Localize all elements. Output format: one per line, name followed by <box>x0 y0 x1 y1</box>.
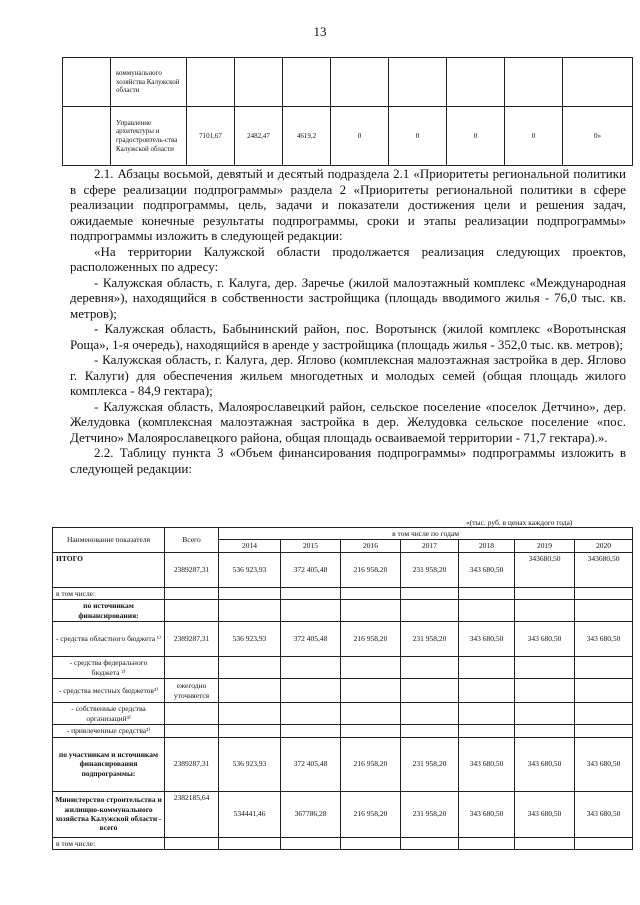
table-cell <box>281 600 341 622</box>
table-row <box>53 737 633 791</box>
row-label: в том числе: <box>53 837 165 849</box>
row-label: - средства областного бюджета ¹⁾ <box>53 622 165 657</box>
row-label: Министерство строительства и жилищно-коммунального хозяйства Калужской области - всего <box>53 791 165 837</box>
table-cell <box>447 58 505 107</box>
table-row <box>53 600 633 622</box>
table-cell: 2389287,31 <box>165 622 219 657</box>
table-cell <box>459 657 515 679</box>
table-cell <box>401 837 459 849</box>
table-cell <box>505 58 563 107</box>
table-cell <box>515 600 575 622</box>
table-cell <box>575 600 633 622</box>
table-cell: 216 958,20 <box>341 552 401 587</box>
table-cell <box>515 703 575 725</box>
table-cell <box>63 58 111 107</box>
year-header: 2018 <box>459 540 515 552</box>
paragraph: 2.1. Абзацы восьмой, девятый и десятый подраздела 2.1 «Приоритеты региональной политики в сфере реализации подпрограммы» раздела 2 «Приоритеты региональной политики в сфере реализации подпрограммы, цель, задачи и показатели достижения цели и решения задач, ожидаемые конечные результаты подпрограммы, сроки и этапы реализации подпрограммы» подпрограммы изложить в следующей редакции: <box>70 166 626 243</box>
year-header: 2020 <box>575 540 633 552</box>
row-label: - собственные средства организаций³⁾ <box>53 703 165 725</box>
table-cell: 231 958,20 <box>401 552 459 587</box>
table-cell: 372 405,48 <box>281 552 341 587</box>
table-cell: 7101,67 <box>187 107 235 166</box>
table-cell: 216 958,20 <box>341 737 401 791</box>
table-row <box>63 107 633 166</box>
table-cell: 231 958,20 <box>401 791 459 837</box>
body-text <box>70 166 626 476</box>
header-name: Наименование показателя <box>53 528 165 553</box>
table-cell <box>165 837 219 849</box>
table-cell <box>515 679 575 703</box>
table-cell <box>341 679 401 703</box>
table-cell: 343 680,50 <box>575 791 633 837</box>
finance-table <box>52 527 633 850</box>
table-cell <box>401 587 459 599</box>
row-label: - средства местных бюджетов³⁾ <box>53 679 165 703</box>
table-cell: 0» <box>563 107 633 166</box>
row-label: по источникам финансирования: <box>53 600 165 622</box>
table-cell: 343680,50 <box>575 552 633 587</box>
paragraph: 2.2. Таблицу пункта 3 «Объем финансирования подпрограммы» подпрограммы изложить в следующей редакции: <box>70 445 626 476</box>
table-cell <box>165 657 219 679</box>
table-header-row <box>53 528 633 540</box>
paragraph: - Калужская область, Бабынинский район, пос. Воротынск (жилой комплекс «Воротынская Роща», 1-я очередь), находящийся в аренде у застройщика (площадь жилья - 352,0 тыс. кв. метров); <box>70 321 626 352</box>
table-cell <box>165 587 219 599</box>
row-label: ИТОГО <box>53 552 165 587</box>
table-cell <box>331 58 389 107</box>
table-cell <box>575 679 633 703</box>
table-cell: 2382185,64 <box>165 791 219 837</box>
table-cell <box>401 725 459 737</box>
table-cell: 343 680,50 <box>575 737 633 791</box>
table-cell: 343680,50 <box>515 552 575 587</box>
table-row <box>53 587 633 599</box>
table-row <box>53 657 633 679</box>
table-cell <box>341 600 401 622</box>
table-row <box>53 703 633 725</box>
table-cell: 536 923,93 <box>219 552 281 587</box>
table-cell: 343 680,50 <box>575 622 633 657</box>
table-cell <box>515 587 575 599</box>
table-cell <box>575 587 633 599</box>
table-cell <box>459 679 515 703</box>
table-cell <box>219 600 281 622</box>
table-cell <box>341 837 401 849</box>
table-cell: 367786,28 <box>281 791 341 837</box>
table-cell: 536 923,93 <box>219 737 281 791</box>
table-cell <box>219 703 281 725</box>
table-cell <box>341 725 401 737</box>
table-cell <box>219 725 281 737</box>
table-cell <box>515 657 575 679</box>
table-cell <box>459 725 515 737</box>
table-cell <box>563 58 633 107</box>
table-cell: 372 405,48 <box>281 737 341 791</box>
header-years-group: в том числе по годам <box>219 528 633 540</box>
table-cell <box>165 725 219 737</box>
table-cell: 0 <box>331 107 389 166</box>
row-label: - привлеченные средства³⁾ <box>53 725 165 737</box>
table-cell <box>281 657 341 679</box>
table-cell <box>341 587 401 599</box>
units-note: «(тыс. руб. в ценах каждого года) <box>466 518 573 527</box>
table-row <box>53 622 633 657</box>
table-row <box>63 58 633 107</box>
table-cell <box>575 703 633 725</box>
paragraph: «На территории Калужской области продолжается реализация следующих проектов, расположенных по адресу: <box>70 243 626 274</box>
table-cell <box>219 837 281 849</box>
table-cell: 343 680,50 <box>515 622 575 657</box>
table-cell: 343 680,50 <box>459 552 515 587</box>
table-cell <box>281 703 341 725</box>
table-cell: 343 680,50 <box>515 791 575 837</box>
table-cell: 2482,47 <box>235 107 283 166</box>
header-total: Всего <box>165 528 219 553</box>
table-cell <box>515 725 575 737</box>
table-cell <box>341 703 401 725</box>
paragraph: - Калужская область, г. Калуга, дер. Яглово (комплексная малоэтажная застройка в дер. Яглово г. Калуги) для обеспечения жильем многодетных и молодых семей (общая площадь жилого комплекса - 84,9 гектара); <box>70 352 626 398</box>
table-cell <box>459 703 515 725</box>
table-cell <box>459 837 515 849</box>
table-cell: 2389287,31 <box>165 737 219 791</box>
table-cell: 343 680,50 <box>515 737 575 791</box>
table-row <box>53 791 633 837</box>
table-cell: Управление архитектуры и градостроитель-ства Калужской области <box>111 107 187 166</box>
table-cell: ежегодно уточняется <box>165 679 219 703</box>
table-cell: 343 680,50 <box>459 737 515 791</box>
table-cell <box>401 679 459 703</box>
table-cell: 0 <box>447 107 505 166</box>
year-header: 2017 <box>401 540 459 552</box>
table-cell: 216 958,20 <box>341 622 401 657</box>
table-cell <box>389 58 447 107</box>
table-cell <box>401 657 459 679</box>
table-row <box>53 679 633 703</box>
row-label: - средства федерального бюджета ²⁾ <box>53 657 165 679</box>
table-cell <box>575 657 633 679</box>
table-cell <box>165 600 219 622</box>
table-cell: 0 <box>389 107 447 166</box>
table-cell <box>283 58 331 107</box>
table-cell <box>281 587 341 599</box>
table-cell: 216 958,20 <box>341 791 401 837</box>
table-cell <box>281 679 341 703</box>
table-cell <box>401 600 459 622</box>
table-cell <box>401 703 459 725</box>
table-cell <box>281 837 341 849</box>
year-header: 2019 <box>515 540 575 552</box>
table-cell <box>63 107 111 166</box>
table-cell: 343 680,50 <box>459 791 515 837</box>
table-cell: 231 958,20 <box>401 737 459 791</box>
table-cell <box>219 657 281 679</box>
year-header: 2016 <box>341 540 401 552</box>
table-row <box>53 837 633 849</box>
table-cell <box>281 725 341 737</box>
table-cell: 0 <box>505 107 563 166</box>
paragraph: - Калужская область, г. Калуга, дер. Заречье (жилой малоэтажный комплекс «Международная деревня»), находящийся в собственности застройщика (площадь вводимого жилья - 76,0 тыс. кв. метров); <box>70 274 626 321</box>
year-header: 2015 <box>281 540 341 552</box>
table-cell: 534441,46 <box>219 791 281 837</box>
table-cell <box>575 837 633 849</box>
table-cell <box>459 587 515 599</box>
table-cell: 343 680,50 <box>459 622 515 657</box>
year-header: 2014 <box>219 540 281 552</box>
table-cell: 372 405,48 <box>281 622 341 657</box>
table-cell <box>219 587 281 599</box>
table-cell <box>219 679 281 703</box>
table-cell <box>575 725 633 737</box>
table-cell <box>187 58 235 107</box>
table-cell <box>235 58 283 107</box>
row-label: в том числе: <box>53 587 165 599</box>
table-cell <box>515 837 575 849</box>
page-number: 13 <box>313 24 327 39</box>
top-table <box>62 57 633 166</box>
paragraph: - Калужская область, Малоярославецкий район, сельское поселение «поселок Детчино», дер. Желудовка (комплексная малоэтажная застройка в дер. Желудовка сельское поселение «пос. Детчино» Малоярославецкого района, общая площадь осваиваемой территории - 71,7 гектара).». <box>70 398 626 445</box>
table-cell <box>165 703 219 725</box>
row-label: по участникам и источникам финансирования подпрограммы: <box>53 737 165 791</box>
table-cell <box>459 600 515 622</box>
table-cell <box>341 657 401 679</box>
table-row <box>53 552 633 587</box>
table-row <box>53 725 633 737</box>
table-cell: 536 923,93 <box>219 622 281 657</box>
table-cell: 2389287,31 <box>165 552 219 587</box>
table-cell: 4619,2 <box>283 107 331 166</box>
table-cell: 231 958,20 <box>401 622 459 657</box>
table-cell: коммунального хозяйства Калужской области <box>111 58 187 107</box>
